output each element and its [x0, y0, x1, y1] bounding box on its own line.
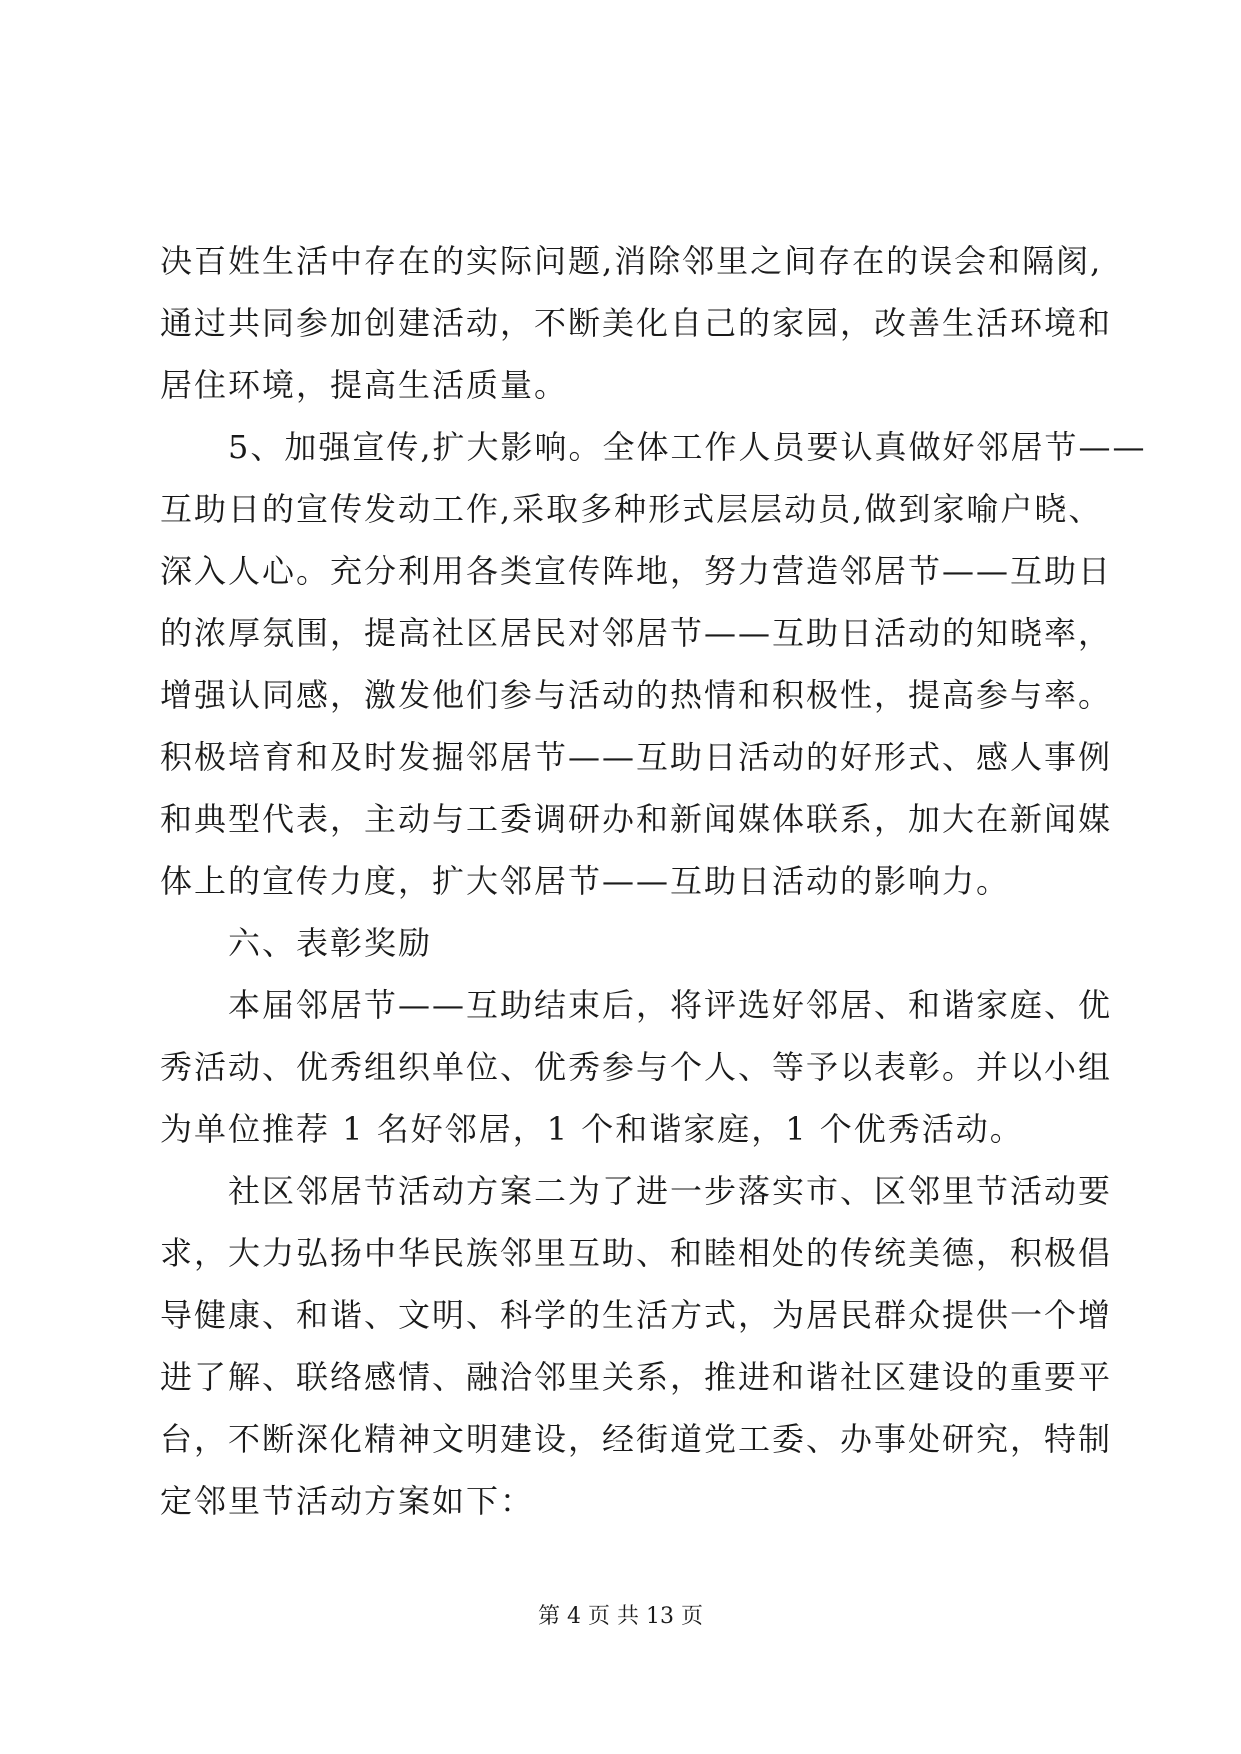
text-line: 和典型代表，主动与工委调研办和新闻媒体联系，加大在新闻媒	[160, 800, 1113, 838]
text-line: 台，不断深化精神文明建设，经街道党工委、办事处研究，特制	[160, 1420, 1113, 1458]
text-line: 互助日的宣传发动工作,采取多种形式层层动员,做到家喻户晓、	[160, 490, 1103, 528]
paragraph-start-line: 社区邻居节活动方案二为了进一步落实市、区邻里节活动要	[228, 1172, 1113, 1210]
text-line: 求，大力弘扬中华民族邻里互助、和睦相处的传统美德，积极倡	[160, 1234, 1113, 1272]
section-heading: 六、表彰奖励	[228, 924, 433, 962]
text-line: 决百姓生活中存在的实际问题,消除邻里之间存在的误会和隔阂,	[160, 242, 1103, 280]
document-body	[160, 230, 1147, 1532]
text-line: 增强认同感，激发他们参与活动的热情和积极性，提高参与率。	[160, 676, 1113, 714]
page-number-footer: 第 4 页 共 13 页	[538, 1604, 703, 1629]
text-line: 秀活动、优秀组织单位、优秀参与个人、等予以表彰。并以小组	[160, 1048, 1113, 1086]
paragraph-start-line: 5、加强宣传,扩大影响。全体工作人员要认真做好邻居节——	[228, 428, 1147, 466]
text-line: 居住环境，提高生活质量。	[160, 366, 569, 404]
text-line: 通过共同参加创建活动，不断美化自己的家园，改善生活环境和	[160, 304, 1113, 342]
text-line: 体上的宣传力度，扩大邻居节——互助日活动的影响力。	[160, 862, 1011, 900]
paragraph-start-line: 本届邻居节——互助结束后，将评选好邻居、和谐家庭、优	[228, 986, 1113, 1024]
text-line: 定邻里节活动方案如下：	[160, 1482, 535, 1520]
text-line: 深入人心。充分利用各类宣传阵地，努力营造邻居节——互助日	[160, 552, 1113, 590]
text-line: 的浓厚氛围，提高社区居民对邻居节——互助日活动的知晓率，	[160, 614, 1113, 652]
text-line: 积极培育和及时发掘邻居节——互助日活动的好形式、感人事例	[160, 738, 1113, 776]
text-line: 为单位推荐 1 名好邻居，1 个和谐家庭，1 个优秀活动。	[160, 1110, 1024, 1148]
text-line: 进了解、联络感情、融洽邻里关系，推进和谐社区建设的重要平	[160, 1358, 1113, 1396]
text-line: 导健康、和谐、文明、科学的生活方式，为居民群众提供一个增	[160, 1296, 1113, 1334]
